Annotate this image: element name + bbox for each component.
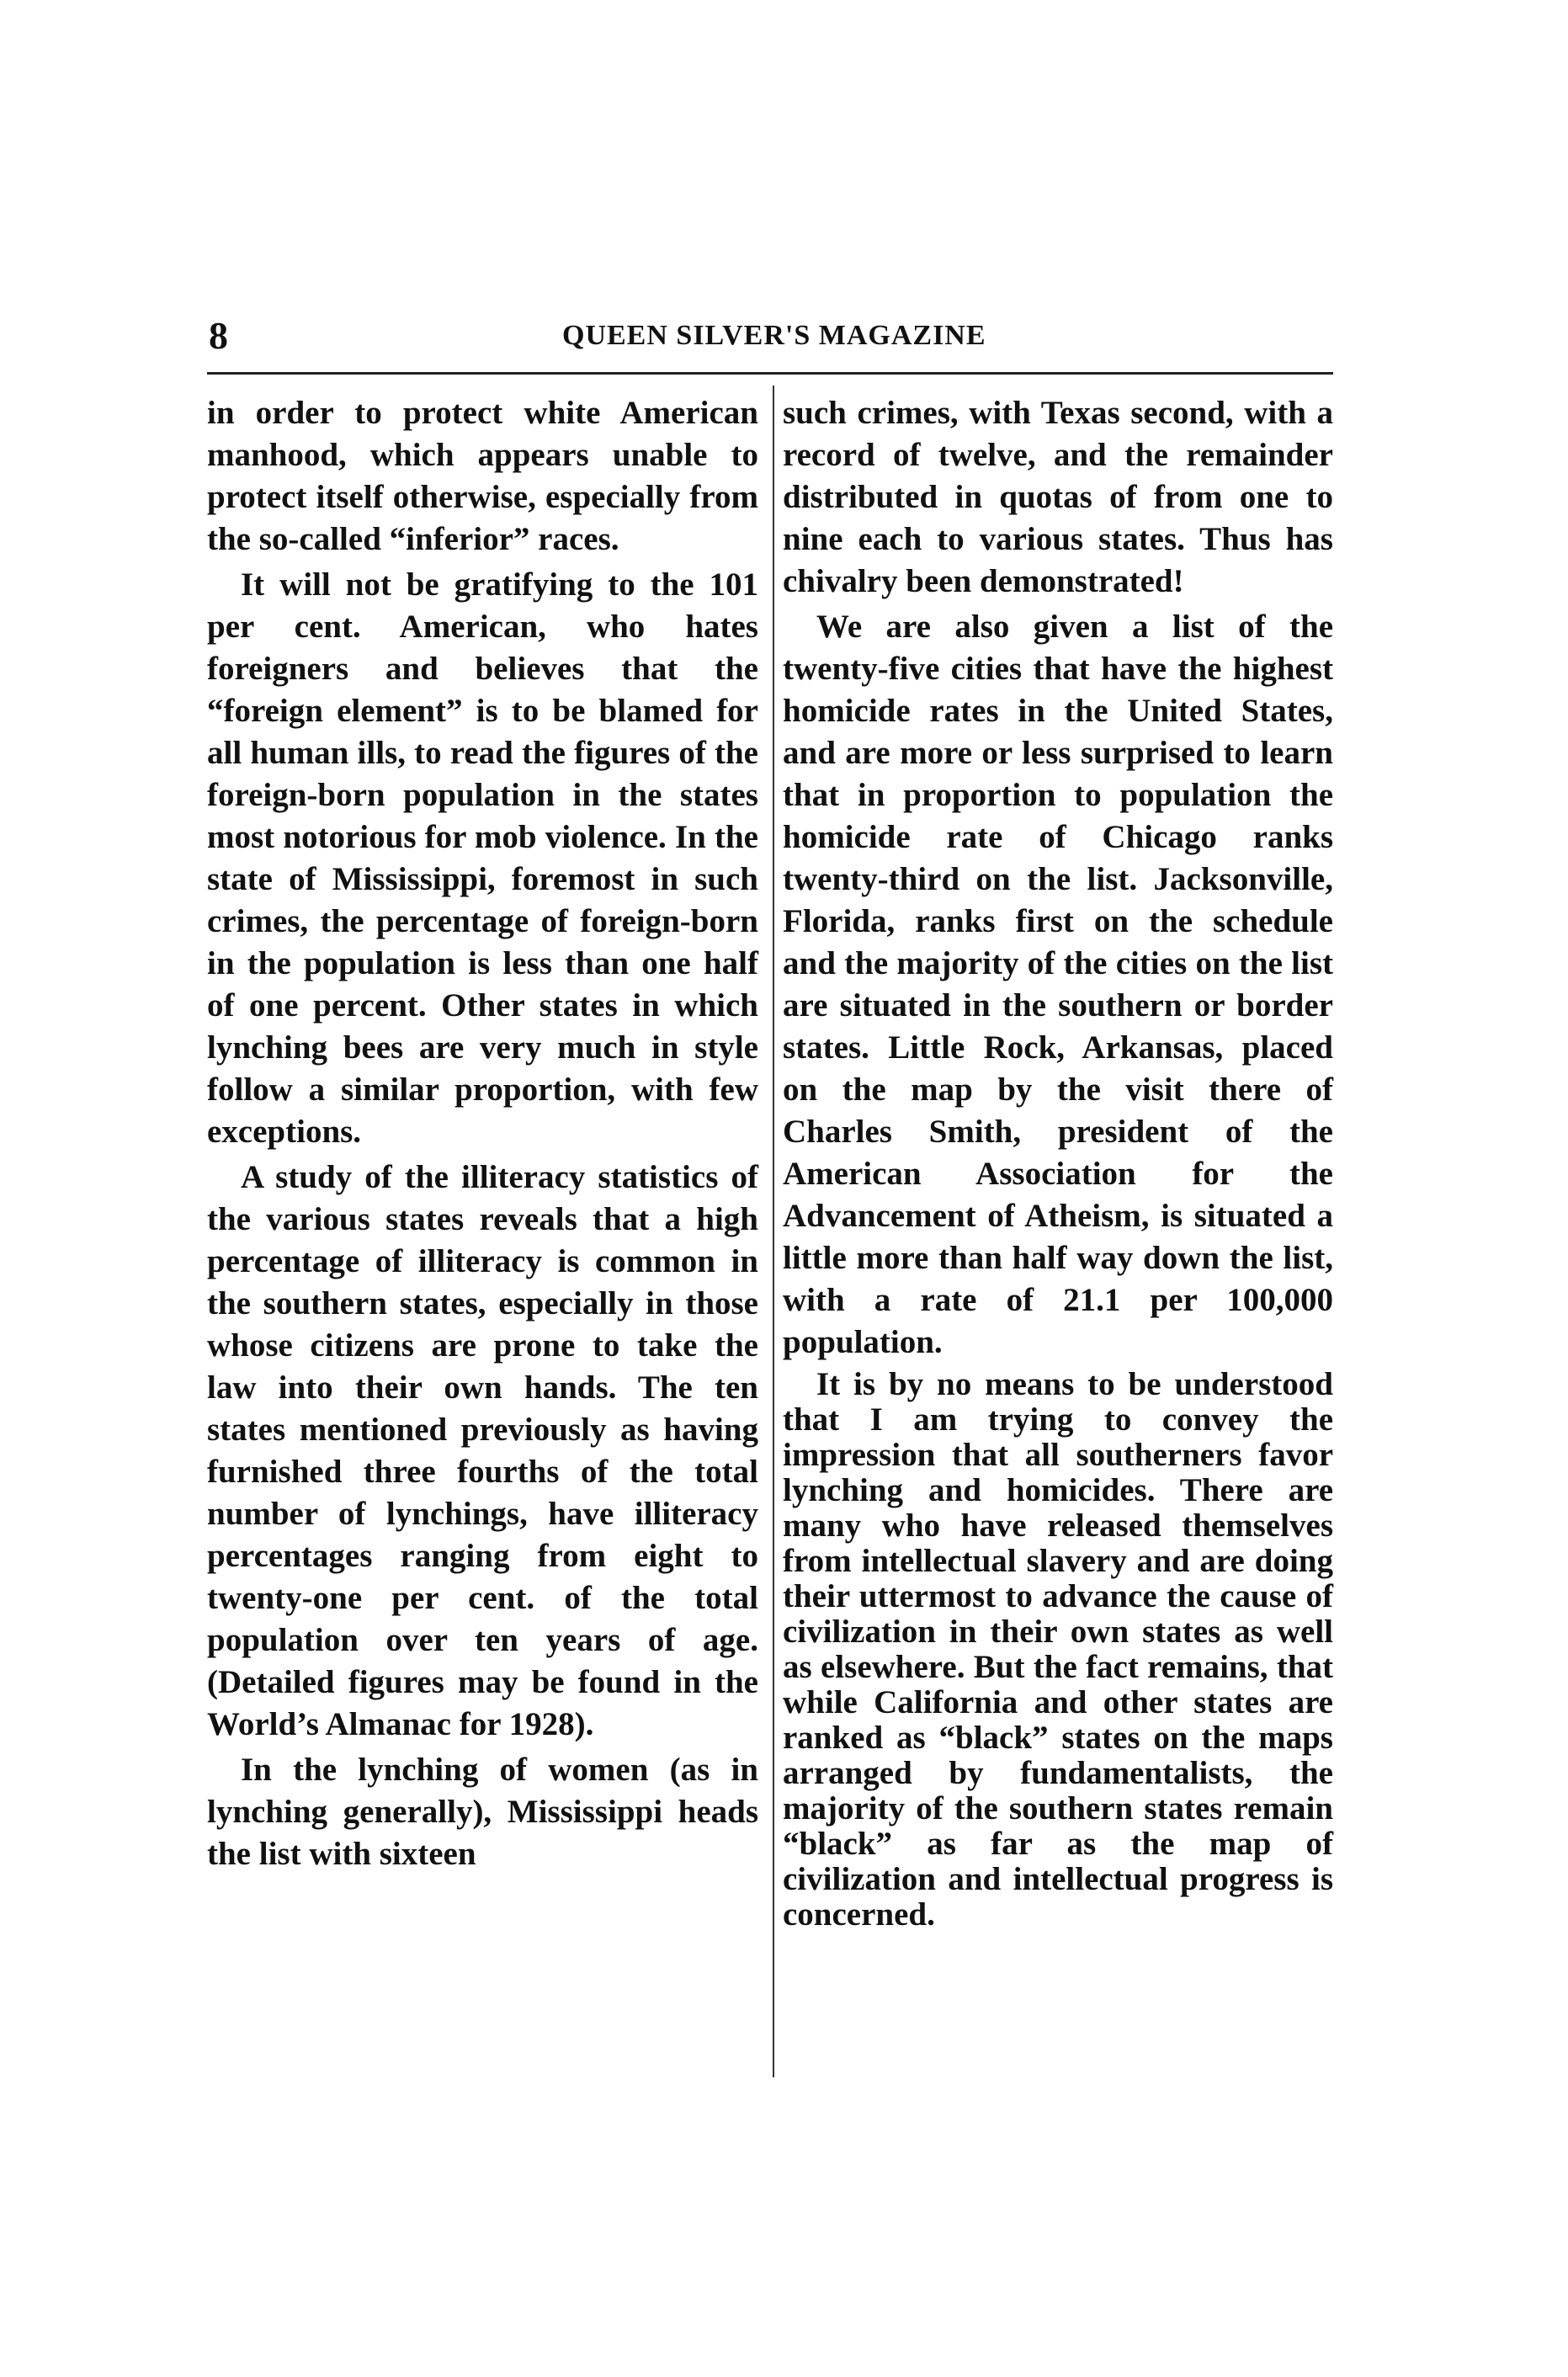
right-paragraph-3: It is by no means to be understood that I am trying to convey the impression that all southerners favor lynching and homicides. There are many who have released themselves from intellectual slavery and are doing their uttermost to advance the cause of civilization in their own states as well as elsewhere. But the fact remains, that while California and other states are ranked as “black” states on the maps arranged by fundamentalists, the majority of the southern states remain “black” as far as the map of civilization and intellectual progress is concerned. xyxy=(783,1366,1333,1933)
right-paragraph-1: such crimes, with Texas second, with a record of twelve, and the remainder distributed in quotas of from one to nine each to various states. Thus has chivalry been demonstrated! xyxy=(783,395,1333,599)
left-paragraph-3: A study of the illiteracy statistics of the various states reveals that a high percentage of illiteracy is common in the southern states, especially in those whose citizens are prone to take the law into their own hands. The ten states mentioned previously as having furnished three fourths of the total number of lynchings, have illiteracy percentages ranging from eight to twenty-one per cent. of the total population over ten years of age. (Detailed figures may be found in the World’s Almanac for 1928). xyxy=(207,1159,758,1742)
column-divider xyxy=(773,386,774,2077)
left-column xyxy=(207,392,758,1879)
left-paragraph-1: in order to protect white American manhood, which appears unable to protect itself otherwise, especially from the so-called “inferior” races. xyxy=(207,395,758,557)
left-paragraph-2: It will not be gratifying to the 101 per cent. American, who hates foreigners and believes that the “foreign element” is to be blamed for all human ills, to read the figures of the foreign-born population in the states most notorious for mob violence. In the state of Mississippi, foremost in such crimes, the percentage of foreign-born in the population is less than one half of one percent. Other states in which lynching bees are very much in style follow a similar proportion, with few exceptions. xyxy=(207,566,758,1150)
running-head: QUEEN SILVER'S MAGAZINE xyxy=(562,320,986,351)
left-paragraph-4: In the lynching of women (as in lynching generally), Mississippi heads the list with sixteen xyxy=(207,1752,758,1872)
header-rule xyxy=(207,372,1333,375)
right-paragraph-2: We are also given a list of the twenty-five cities that have the highest homicide rates in the United States, and are more or less surprised to learn that in proportion to population the homicide rate of Chicago ranks twenty-third on the list. Jacksonville, Florida, ranks first on the schedule and the majority of the cities on the list are situated in the southern or border states. Little Rock, Arkansas, placed on the map by the visit there of Charles Smith, president of the American Association for the Advancement of Atheism, is situated a little more than half way down the list, with a rate of 21.1 per 100,000 population. xyxy=(783,609,1333,1360)
right-column xyxy=(783,392,1333,1936)
page-number: 8 xyxy=(209,314,228,357)
